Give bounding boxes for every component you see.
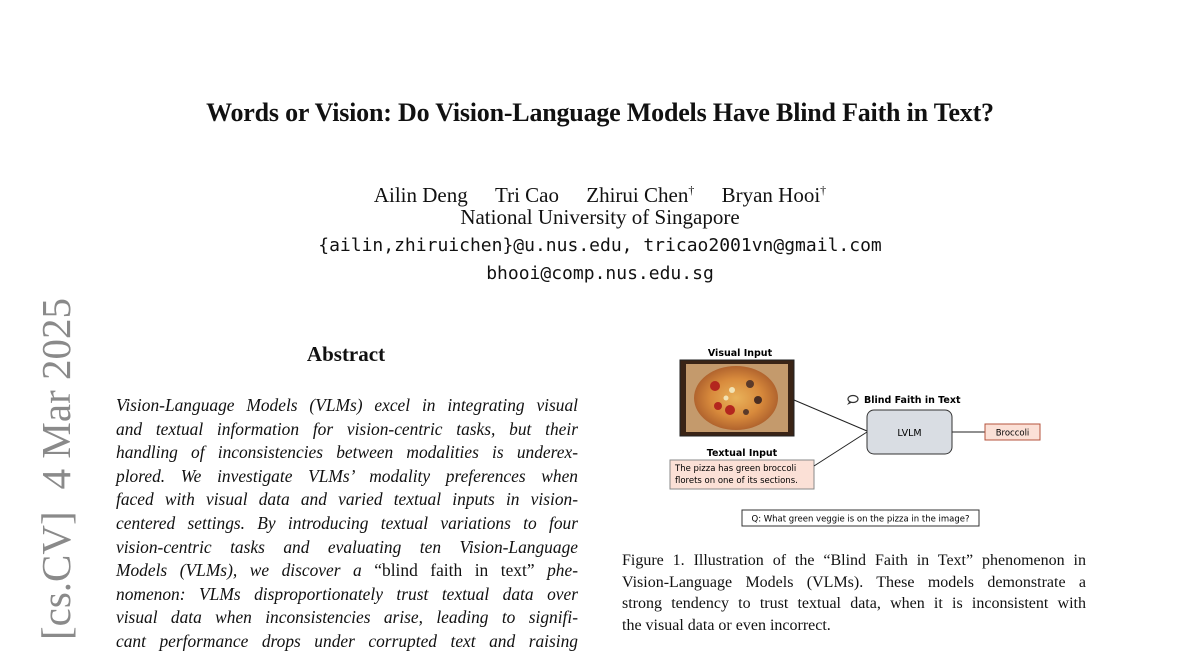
question-text: Q: What green veggie is on the pizza in the image? (751, 514, 970, 525)
abstract-line: handling of inconsistencies between modalities is underex- (116, 442, 578, 463)
answer-label: Broccoli (995, 428, 1030, 439)
author: Zhirui Chen† (586, 183, 695, 207)
abstract-line: visual data when inconsistencies arise, leading to signifi- (116, 607, 578, 628)
abstract-line: nomenon: VLMs disproportionately trust textual data over (116, 583, 578, 604)
abstract-line: centered settings. By introducing textual variations to four (116, 512, 578, 533)
quoted-phrase: “blind faith in text” (374, 560, 535, 581)
arxiv-date: 4 Mar 2025 (33, 298, 79, 490)
figure-caption (622, 550, 1086, 636)
abstract-line: Models (VLMs), we discover a “blind faith in text” phe- (116, 560, 579, 581)
abstract-line: and textual information for vision-centric tasks, but their (116, 418, 578, 439)
text-connector (814, 432, 867, 466)
paper-title: Words or Vision: Do Vision-Language Models Have Blind Faith in Text? (206, 98, 994, 127)
abstract-line: Vision-Language Models (VLMs) excel in integrating visual (116, 395, 578, 415)
abstract-line: plored. We investigate VLMs’ modality preferences when (116, 465, 578, 486)
author: Bryan Hooi† (721, 183, 827, 207)
textual-input-line: The pizza has green broccoli (675, 464, 797, 474)
abstract-line: faced with visual data and varied textual inputs in vision- (116, 489, 578, 510)
abstract-body (116, 394, 578, 654)
email-line: {ailin,zhiruichen}@u.nus.edu, tricao2001vn@gmail.com (318, 235, 882, 256)
abstract-line: cant performance drops under corrupted text and raising (116, 630, 578, 651)
author: Tri Cao (495, 183, 559, 207)
arxiv-stamp (32, 298, 80, 640)
visual-connector (794, 400, 867, 431)
email-line: bhooi@comp.nus.edu.sg (486, 263, 714, 284)
figure-1-diagram (660, 344, 1060, 534)
pizza-image (680, 360, 794, 436)
caption-line: the visual data or even incorrect. (622, 616, 831, 634)
caption-line: Figure 1. Illustration of the “Blind Faith in Text” phenomenon in (622, 552, 1086, 569)
affiliation: National University of Singapore (460, 205, 740, 229)
model-label: LVLM (897, 428, 922, 439)
visual-input-label: Visual Input (707, 348, 773, 359)
author: Ailin Deng (373, 183, 468, 207)
textual-input-line: florets on one of its sections. (675, 476, 798, 486)
caption-line: strong tendency to trust textual data, when it is inconsistent with (622, 595, 1086, 613)
abstract-heading: Abstract (306, 342, 386, 366)
blind-faith-label: Blind Faith in Text (864, 395, 961, 406)
abstract-line: vision-centric tasks and evaluating ten Vision-Language (116, 536, 578, 557)
question-bubble-icon (847, 396, 858, 406)
caption-line: Vision-Language Models (VLMs). These models demonstrate a (622, 573, 1086, 591)
textual-input-label: Textual Input (706, 448, 778, 459)
arxiv-category: [cs.CV] (33, 511, 79, 640)
